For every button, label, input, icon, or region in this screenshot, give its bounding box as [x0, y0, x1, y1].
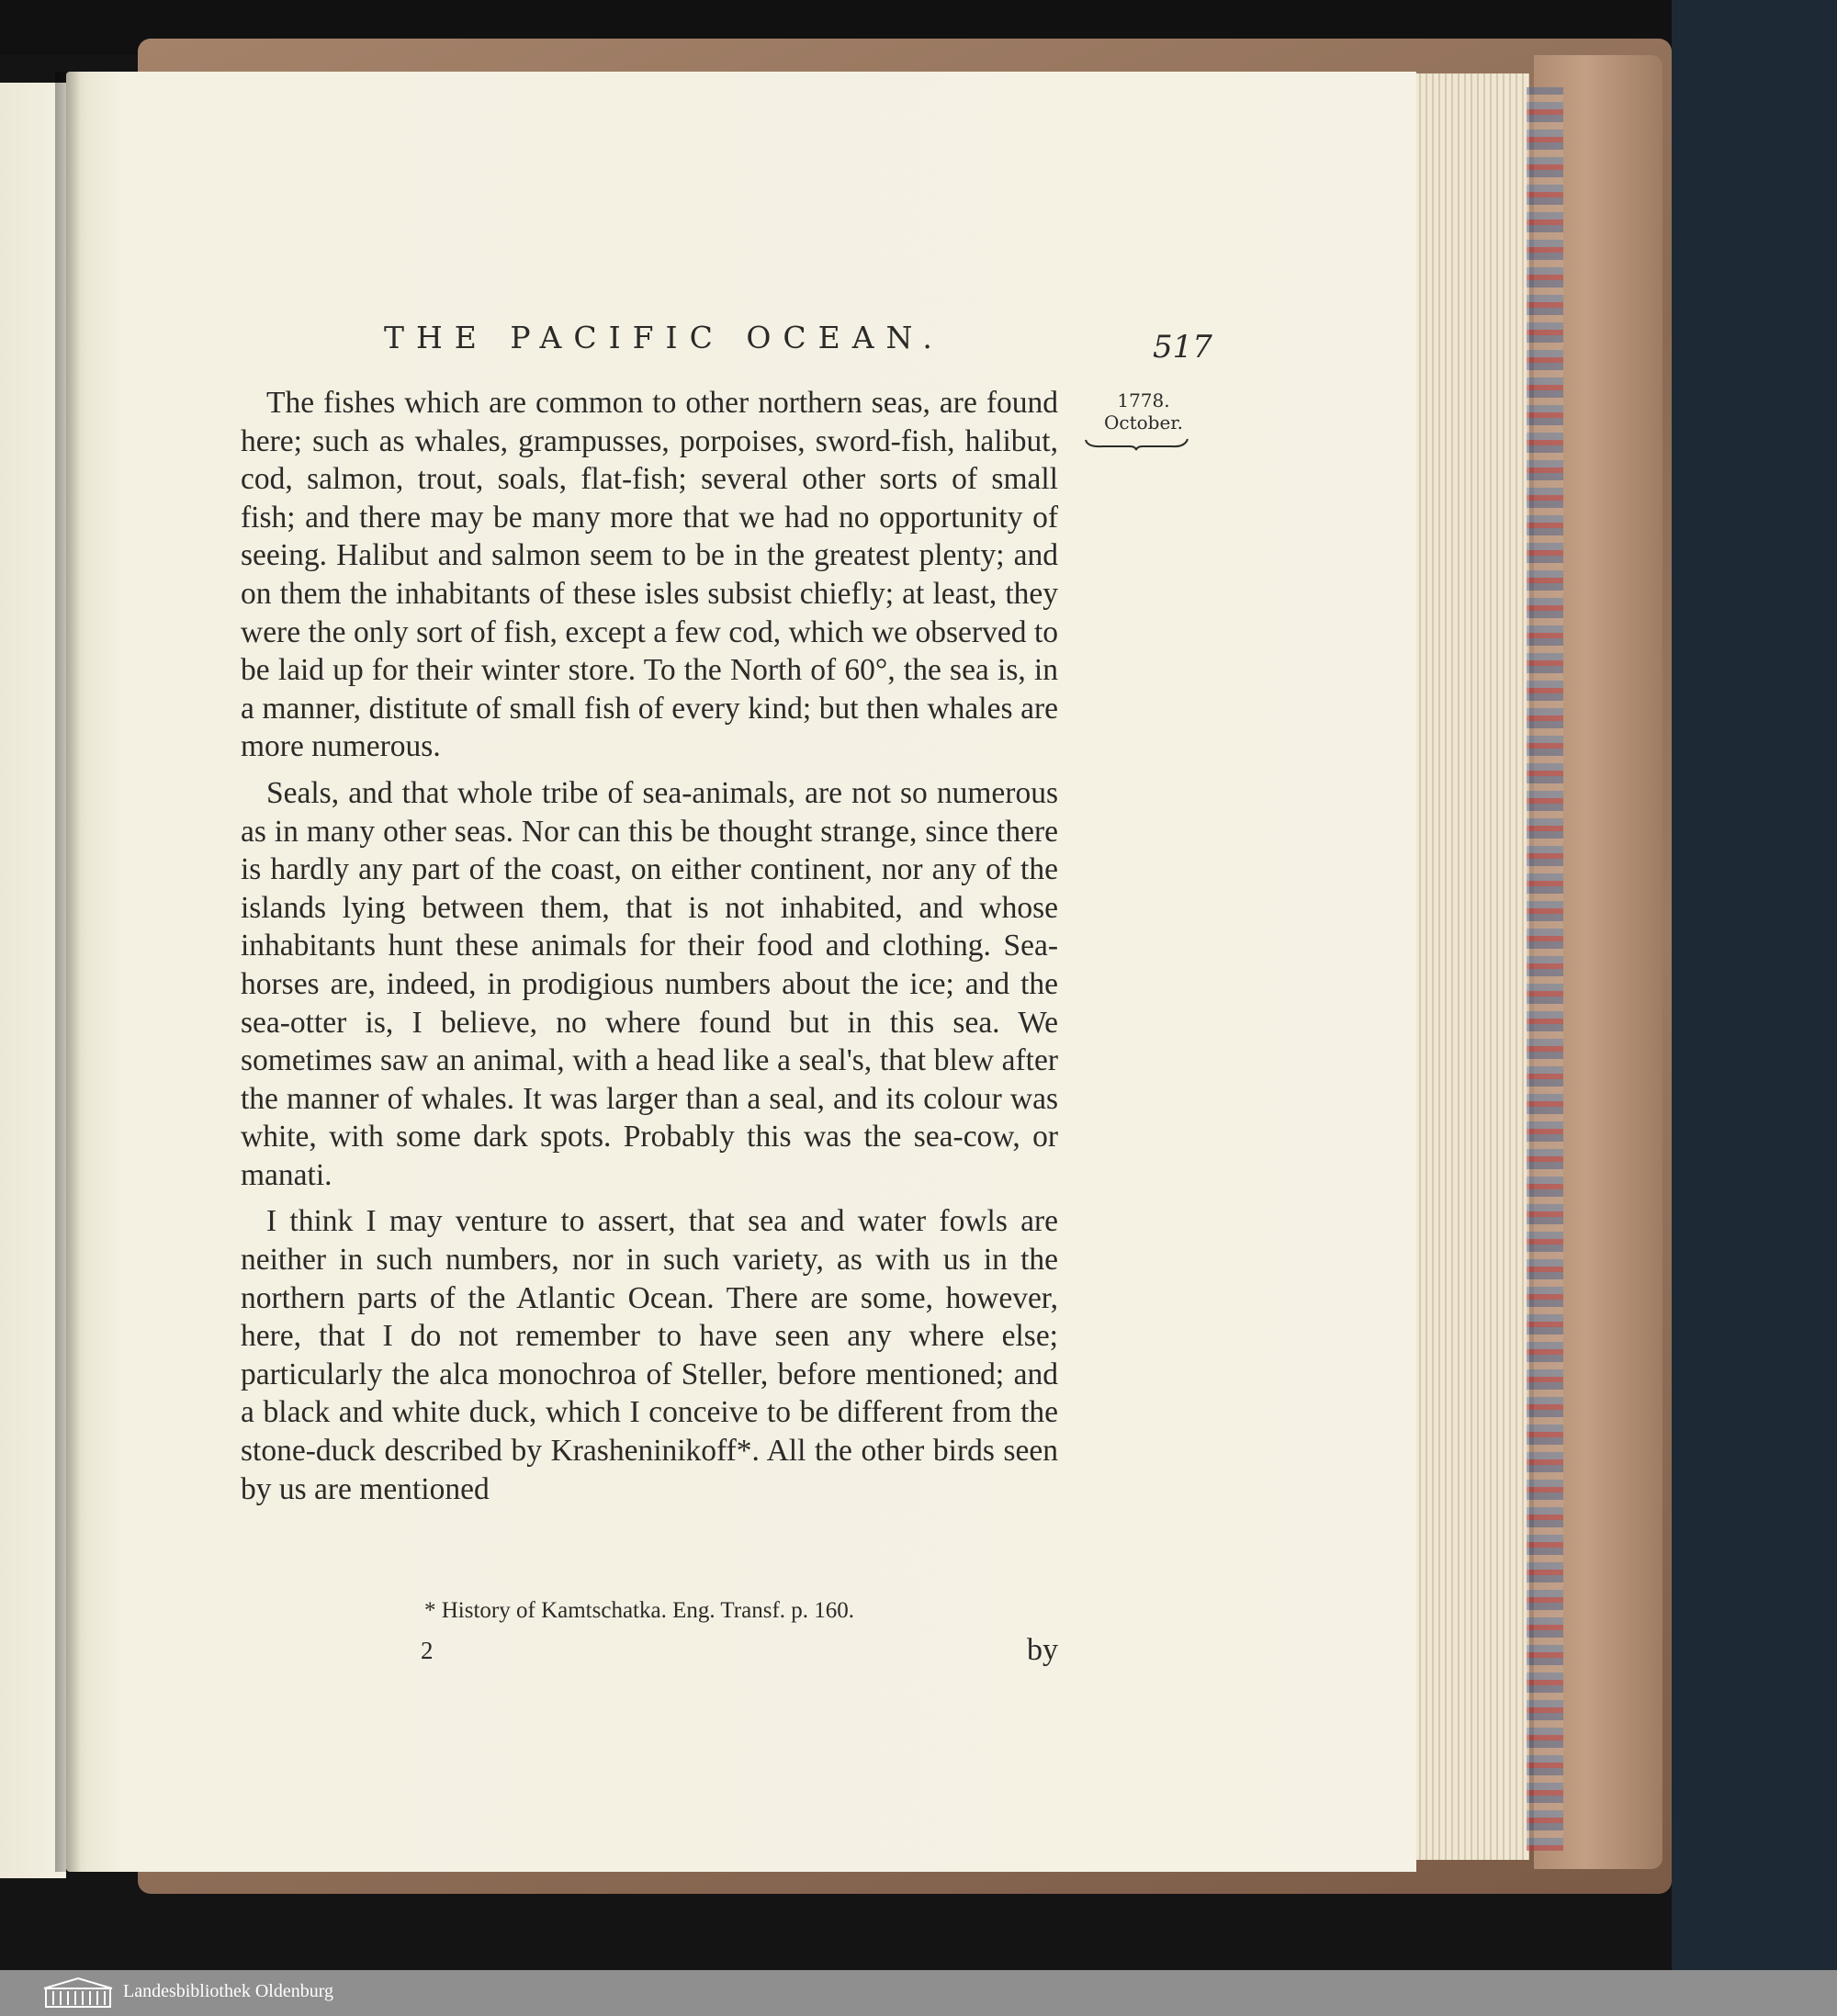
- signature-mark: 2: [421, 1637, 434, 1664]
- margin-note-month: October.: [1103, 411, 1184, 434]
- institution-name: Landesbibliothek Oldenburg: [123, 1981, 334, 2001]
- catchword: by: [1027, 1633, 1058, 1667]
- running-head: THE PACIFIC OCEAN.: [384, 320, 944, 355]
- margin-note: [1088, 389, 1199, 434]
- scan-background-right: [1672, 0, 1837, 1970]
- gutter-shadow: [55, 72, 81, 1872]
- body-text: [241, 384, 1058, 1516]
- paragraph-seals: Seals, and that whole tribe of sea-animals, are not so numerous as in many other seas. Nor can this be thought strange, since there is hardly any part of the coast, on either continent, nor any of the islands lying between them, that is not inhabited, and whose inhabitants hunt these animals for their food and clothing. Sea-horses are, indeed, in prodigious numbers about the ice; and the sea-otter is, I believe, no where found but in this sea. We sometimes saw an animal, with a head like a seal's, that blew after the manner of whales. It was larger than a seal, and its colour was white, with some dark spots. Probably this was the sea-cow, or manati.: [241, 775, 1058, 1192]
- paragraph-fowls: I think I may venture to assert, that sea and water fowls are neither in such numbers, nor in such variety, as with us in the northern parts of the Atlantic Ocean. There are some, however, here, that I do not remember to have seen any where else; particularly the alca monochroa of Steller, before mentioned; and a black and white duck, which I conceive to be different from the stone-duck described by Krasheninikoff*. All the other birds seen by us are mentioned: [241, 1204, 1058, 1506]
- page-block-edges: [1414, 73, 1529, 1860]
- brace-icon: [1084, 436, 1189, 451]
- margin-note-year: 1778.: [1117, 389, 1170, 411]
- marbled-edge: [1527, 87, 1563, 1851]
- paragraph-fishes: The fishes which are common to other northern seas, are found here; such as whales, grampusses, porpoises, sword-fish, halibut, cod, salmon, trout, soals, flat-fish; several other sorts of small fish; and there may be many more that we had no opportunity of seeing. Halibut and salmon seem to be in the greatest plenty; and on them the inhabitants of these isles subsist chiefly; at least, they were the only sort of fish, except a few cod, which we observed to be laid up for their winter store. To the North of 60°, the sea is, in a manner, distitute of small fish of every kind; but then whales are more numerous.: [241, 386, 1058, 764]
- footnote: * History of Kamtschatka. Eng. Transf. p. 160.: [424, 1598, 855, 1623]
- footer-bar: [0, 1970, 1837, 2016]
- page-number: 517: [1153, 329, 1212, 366]
- library-building-icon: [40, 1976, 116, 2010]
